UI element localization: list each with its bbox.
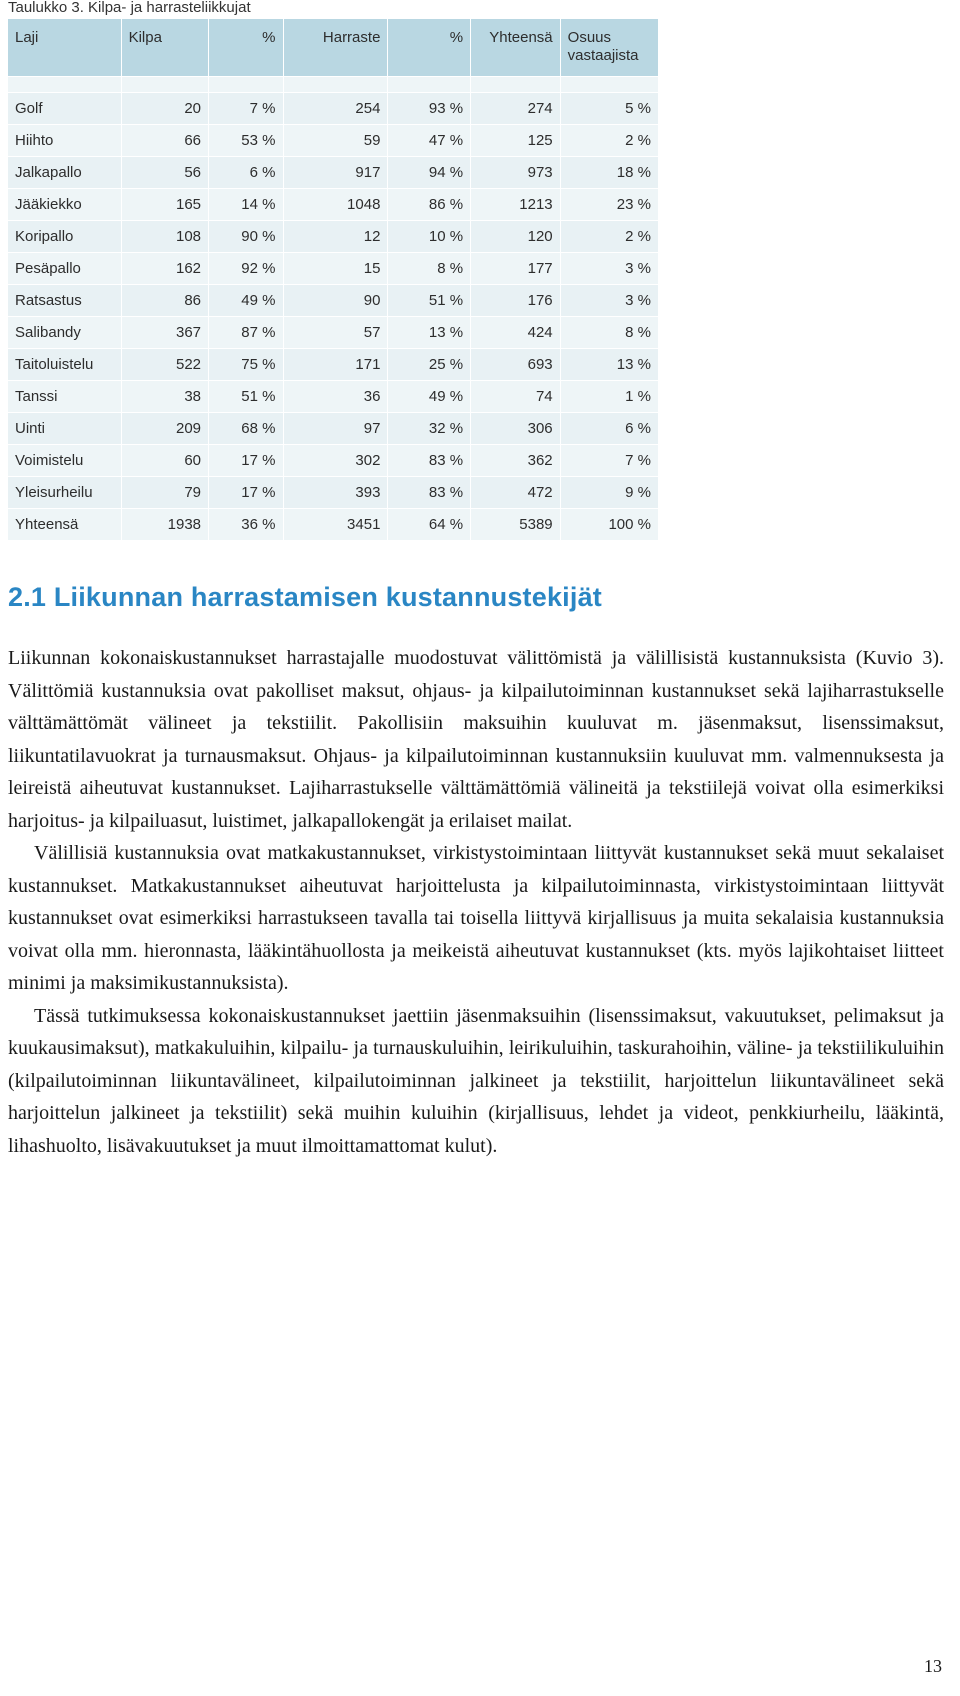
cell-yhteensa: 274: [471, 93, 561, 125]
cell-laji: Hiihto: [8, 125, 122, 157]
cell-yhteensa: 177: [471, 253, 561, 285]
cell-kilpa: 165: [122, 189, 209, 221]
cell-kilpa: 86: [122, 285, 209, 317]
cell-laji: Jääkiekko: [8, 189, 122, 221]
cell-yhteensa: 973: [471, 157, 561, 189]
cell-kilpa-pct: 87 %: [209, 317, 283, 349]
spacer-cell: [8, 77, 122, 93]
cell-osuus: 1 %: [561, 381, 659, 413]
table-row: [8, 125, 659, 157]
cell-osuus: 13 %: [561, 349, 659, 381]
total-yhteensa: 5389: [471, 509, 561, 541]
body-text: [8, 642, 944, 1162]
cell-kilpa-pct: 17 %: [209, 445, 283, 477]
cell-kilpa: 162: [122, 253, 209, 285]
page-number: 13: [924, 1656, 942, 1676]
cell-harraste-pct: 8 %: [388, 253, 471, 285]
cell-yhteensa: 120: [471, 221, 561, 253]
cell-kilpa: 209: [122, 413, 209, 445]
cell-laji: Tanssi: [8, 381, 122, 413]
cell-kilpa: 20: [122, 93, 209, 125]
cell-laji: Yleisurheilu: [8, 477, 122, 509]
table-row: [8, 285, 659, 317]
cell-kilpa-pct: 51 %: [209, 381, 283, 413]
cell-osuus: 5 %: [561, 93, 659, 125]
cell-harraste-pct: 10 %: [388, 221, 471, 253]
cell-harraste-pct: 86 %: [388, 189, 471, 221]
cell-laji: Golf: [8, 93, 122, 125]
cell-laji: Ratsastus: [8, 285, 122, 317]
cell-laji: Uinti: [8, 413, 122, 445]
cell-osuus: 18 %: [561, 157, 659, 189]
table-row: [8, 349, 659, 381]
cell-yhteensa: 74: [471, 381, 561, 413]
header-harraste: Harraste: [284, 19, 389, 77]
spacer-cell: [209, 77, 283, 93]
spacer-cell: [284, 77, 389, 93]
cell-harraste: 57: [284, 317, 389, 349]
cell-laji: Pesäpallo: [8, 253, 122, 285]
table-row: [8, 221, 659, 253]
table-row: [8, 189, 659, 221]
table-row: [8, 157, 659, 189]
cell-osuus: 7 %: [561, 445, 659, 477]
cell-harraste: 917: [284, 157, 389, 189]
sports-table: [8, 19, 659, 541]
cell-osuus: 2 %: [561, 221, 659, 253]
cell-harraste: 90: [284, 285, 389, 317]
spacer-cell: [471, 77, 561, 93]
cell-yhteensa: 693: [471, 349, 561, 381]
cell-harraste: 1048: [284, 189, 389, 221]
cell-laji: Salibandy: [8, 317, 122, 349]
cell-harraste-pct: 25 %: [388, 349, 471, 381]
cell-harraste-pct: 32 %: [388, 413, 471, 445]
cell-kilpa: 66: [122, 125, 209, 157]
cell-yhteensa: 472: [471, 477, 561, 509]
table-row: [8, 381, 659, 413]
table-row: [8, 93, 659, 125]
cell-kilpa-pct: 6 %: [209, 157, 283, 189]
cell-kilpa-pct: 90 %: [209, 221, 283, 253]
cell-harraste-pct: 49 %: [388, 381, 471, 413]
header-harraste-pct: %: [388, 19, 471, 77]
cell-kilpa-pct: 75 %: [209, 349, 283, 381]
cell-kilpa-pct: 49 %: [209, 285, 283, 317]
header-yhteensa: Yhteensä: [471, 19, 561, 77]
total-harraste-pct: 64 %: [388, 509, 471, 541]
cell-yhteensa: 125: [471, 125, 561, 157]
cell-harraste: 393: [284, 477, 389, 509]
cell-yhteensa: 362: [471, 445, 561, 477]
cell-kilpa: 522: [122, 349, 209, 381]
cell-osuus: 3 %: [561, 253, 659, 285]
table-spacer-row: [8, 77, 659, 93]
cell-laji: Taitoluistelu: [8, 349, 122, 381]
table-row: [8, 413, 659, 445]
table-row: [8, 477, 659, 509]
cell-kilpa: 79: [122, 477, 209, 509]
paragraph-2: Välillisiä kustannuksia ovat matkakustannukset, virkistystoimintaan liittyvät kustannukset sekä muut sekalaiset kustannukset. Matkakustannukset aiheutuvat harjoittelusta ja kilpailutoiminnasta, virkistystoimintaan liittyvät kustannukset ovat esimerkiksi harrastukseen tavalla tai toisella liittyvä kirjallisuus ja muita sekalaisia kustannuksia voivat olla mm. hieronnasta, lääkintähuollosta ja meikeistä aiheutuvat kustannukset (kts. myös lajikohtaiset liitteet minimi ja maksimikustannuksista).: [8, 842, 944, 994]
paragraph-3: Tässä tutkimuksessa kokonaiskustannukset jaettiin jäsenmaksuihin (lisenssimaksut, vakuutukset, pelimaksut ja kuukausimaksut), matkakuluihin, kilpailu- ja turnauskuluihin, leirikuluihin, taskurahoihin, väline- ja tekstiilikuluihin (kilpailutoiminnan liikuntavälineet, kilpailutoiminnan jalkineet ja tekstiilit, harjoittelun liikuntavälineet sekä harjoittelun jalkineet ja tekstiilit) sekä muihin kuluihin (kirjallisuus, lehdet ja videot, penkkiurheilu, lääkintä, lihashuolto, lisävakuutukset ja muut ilmoittamattomat kulut).: [8, 1004, 944, 1157]
cell-yhteensa: 424: [471, 317, 561, 349]
cell-osuus: 8 %: [561, 317, 659, 349]
cell-harraste: 36: [284, 381, 389, 413]
table-row: [8, 317, 659, 349]
cell-harraste: 59: [284, 125, 389, 157]
cell-kilpa: 367: [122, 317, 209, 349]
cell-kilpa-pct: 68 %: [209, 413, 283, 445]
total-harraste: 3451: [284, 509, 389, 541]
cell-kilpa: 38: [122, 381, 209, 413]
table-total-row: [8, 509, 659, 541]
spacer-cell: [561, 77, 659, 93]
total-osuus: 100 %: [561, 509, 659, 541]
cell-harraste-pct: 13 %: [388, 317, 471, 349]
cell-osuus: 23 %: [561, 189, 659, 221]
cell-kilpa: 60: [122, 445, 209, 477]
total-kilpa-pct: 36 %: [209, 509, 283, 541]
cell-harraste: 12: [284, 221, 389, 253]
cell-kilpa: 56: [122, 157, 209, 189]
cell-yhteensa: 1213: [471, 189, 561, 221]
cell-harraste: 302: [284, 445, 389, 477]
cell-laji: Voimistelu: [8, 445, 122, 477]
header-osuus: Osuus vastaajista: [561, 19, 659, 77]
cell-laji: Jalkapallo: [8, 157, 122, 189]
total-kilpa: 1938: [122, 509, 209, 541]
table-row: [8, 253, 659, 285]
cell-harraste-pct: 51 %: [388, 285, 471, 317]
cell-harraste: 254: [284, 93, 389, 125]
cell-harraste: 171: [284, 349, 389, 381]
cell-harraste-pct: 93 %: [388, 93, 471, 125]
cell-kilpa-pct: 92 %: [209, 253, 283, 285]
spacer-cell: [388, 77, 471, 93]
cell-harraste-pct: 83 %: [388, 445, 471, 477]
cell-osuus: 6 %: [561, 413, 659, 445]
cell-kilpa-pct: 17 %: [209, 477, 283, 509]
cell-osuus: 3 %: [561, 285, 659, 317]
header-laji: Laji: [8, 19, 122, 77]
cell-harraste-pct: 47 %: [388, 125, 471, 157]
header-kilpa: Kilpa: [122, 19, 209, 77]
header-kilpa-pct: %: [209, 19, 283, 77]
cell-harraste-pct: 94 %: [388, 157, 471, 189]
cell-kilpa-pct: 53 %: [209, 125, 283, 157]
cell-kilpa-pct: 7 %: [209, 93, 283, 125]
cell-harraste-pct: 83 %: [388, 477, 471, 509]
table-caption: Taulukko 3. Kilpa- ja harrasteliikkujat: [8, 0, 251, 16]
section-heading: 2.1 Liikunnan harrastamisen kustannustekijät: [8, 582, 602, 612]
cell-laji: Koripallo: [8, 221, 122, 253]
paragraph-1: Liikunnan kokonaiskustannukset harrastajalle muodostuvat välittömistä ja välillisistä kustannuksista (Kuvio 3). Välittömiä kustannuksia ovat pakolliset maksut, ohjaus- ja kilpailutoiminnan kustannukset sekä lajiharrastukselle välttämättömät välineet ja tekstiilit. Pakollisiin maksuihin kuuluvat m. jäsenmaksut, lisenssimaksut, liikuntatilavuokrat ja turnausmaksut. Ohjaus- ja kilpailutoiminnan kustannuksiin kuuluvat mm. valmennuksesta ja leireistä aiheutuvat kustannukset. Lajiharrastukselle välttämättömiä välineitä ja tekstiilejä voivat olla esimerkiksi harjoitus- ja kilpailuasut, luistimet, jalkapallokengät ja erilaiset mailat.: [8, 647, 944, 832]
table-header-row: [8, 19, 659, 77]
cell-kilpa: 108: [122, 221, 209, 253]
cell-kilpa-pct: 14 %: [209, 189, 283, 221]
cell-osuus: 2 %: [561, 125, 659, 157]
cell-yhteensa: 176: [471, 285, 561, 317]
cell-harraste: 15: [284, 253, 389, 285]
cell-osuus: 9 %: [561, 477, 659, 509]
table-row: [8, 445, 659, 477]
cell-harraste: 97: [284, 413, 389, 445]
cell-yhteensa: 306: [471, 413, 561, 445]
spacer-cell: [122, 77, 209, 93]
total-label: Yhteensä: [8, 509, 122, 541]
